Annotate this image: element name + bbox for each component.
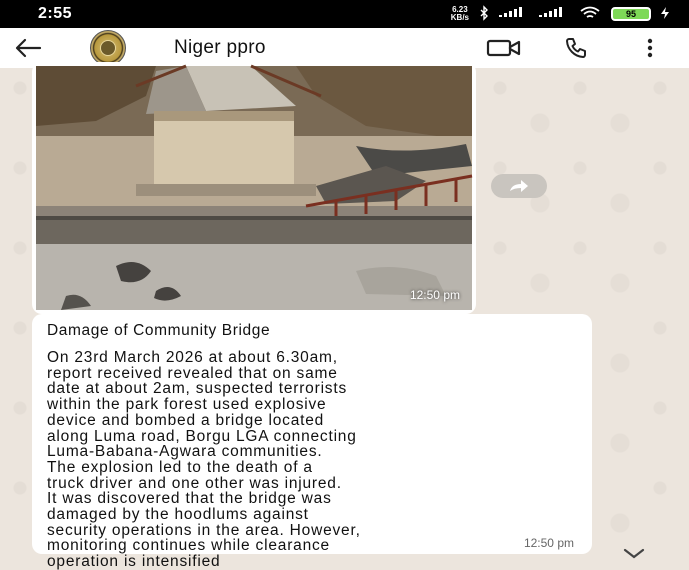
message-line: truck driver and one other was injured. xyxy=(47,474,342,492)
message-line: monitoring continues while clearance xyxy=(47,537,330,555)
phone-icon xyxy=(564,36,588,60)
avatar-emblem xyxy=(100,40,116,56)
message-line: damaged by the hoodlums against xyxy=(47,506,309,524)
status-time: 2:55 xyxy=(38,5,73,22)
signal-icon xyxy=(499,7,529,22)
header-actions xyxy=(482,28,689,68)
message-line: within the park forest used explosive xyxy=(47,396,327,414)
network-speed xyxy=(451,6,469,22)
network-speed-value: 6.23 xyxy=(452,5,468,14)
text-message[interactable] xyxy=(32,314,592,570)
video-camera-icon xyxy=(486,37,522,59)
message-line: Luma-Babana-Agwara communities. xyxy=(47,443,323,461)
message-line: operation is intensified xyxy=(47,553,221,570)
image-message-time: 12:50 pm xyxy=(409,288,460,302)
voice-call-button[interactable] xyxy=(554,28,598,68)
network-speed-unit: KB/s xyxy=(450,13,469,22)
battery-indicator: 95 xyxy=(611,7,651,21)
arrow-left-icon xyxy=(14,38,42,58)
chevron-down-icon xyxy=(622,547,646,561)
chat-area[interactable] xyxy=(0,68,689,570)
more-options-button[interactable] xyxy=(628,28,672,68)
bridge-photo[interactable] xyxy=(36,66,472,310)
message-line: report received revealed that on same xyxy=(47,364,338,382)
forward-button[interactable] xyxy=(491,174,547,198)
image-message[interactable] xyxy=(32,62,476,314)
message-body xyxy=(47,350,567,570)
message-line: date at about 2am, suspected terrorists xyxy=(47,380,348,398)
signal-icon-2 xyxy=(539,7,569,22)
more-vertical-icon xyxy=(647,38,653,58)
avatar[interactable] xyxy=(90,30,126,66)
status-indicators xyxy=(451,6,669,23)
message-line: along Luma road, Borgu LGA connecting xyxy=(47,427,357,445)
forward-icon xyxy=(508,179,530,193)
status-bar xyxy=(0,0,689,28)
chat-title[interactable]: Niger ppro xyxy=(174,37,266,58)
video-call-button[interactable] xyxy=(482,28,526,68)
text-message-time: 12:50 pm xyxy=(523,536,574,550)
wifi-icon xyxy=(579,6,601,23)
message-line: It was discovered that the bridge was xyxy=(47,490,332,508)
message-line: device and bombed a bridge located xyxy=(47,411,325,429)
message-line: The explosion led to the death of a xyxy=(47,458,313,476)
message-heading: Damage of Community Bridge xyxy=(47,322,271,339)
bridge-photo-image xyxy=(36,66,472,310)
message-line: On 23rd March 2026 at about 6.30am, xyxy=(47,349,338,366)
message-line: security operations in the area. However, xyxy=(47,521,361,539)
charging-icon xyxy=(661,7,669,22)
scroll-to-bottom-button[interactable] xyxy=(612,544,656,564)
bluetooth-icon xyxy=(479,6,489,23)
